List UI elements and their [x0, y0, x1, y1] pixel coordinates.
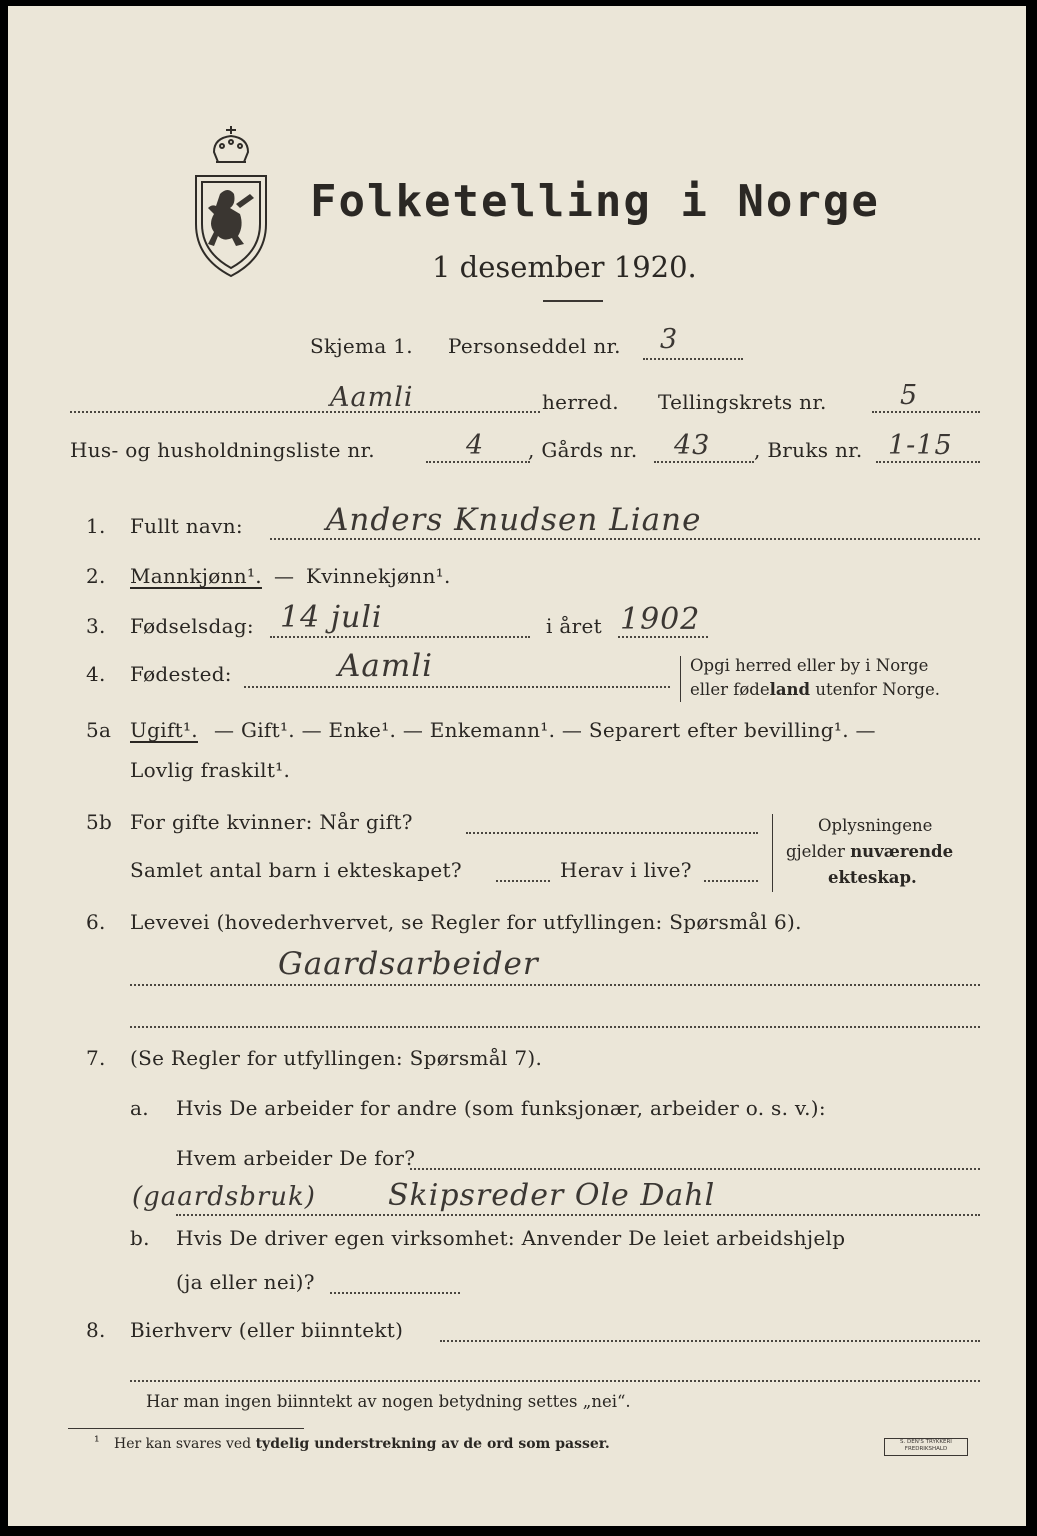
q5b-label2: Samlet antal barn i ekteskapet?	[130, 858, 462, 882]
bruks-value: 1-15	[888, 430, 953, 461]
q5b-label1: For gifte kvinner: Når gift?	[130, 810, 413, 834]
q4-note-line2: eller fødeland utenfor Norge.	[690, 680, 940, 699]
q5b-line1	[466, 832, 758, 834]
q2-num: 2.	[86, 564, 106, 588]
q7a-line1	[410, 1168, 980, 1170]
q4-num: 4.	[86, 662, 106, 686]
tellingskrets-line	[872, 411, 980, 413]
q5a-num: 5a	[86, 718, 112, 742]
q3-year-value: 1902	[620, 602, 701, 637]
title-divider	[543, 300, 603, 302]
q8-line2	[130, 1380, 980, 1382]
q1-label: Fullt navn:	[130, 514, 243, 538]
hus-line	[426, 461, 530, 463]
tellingskrets-value: 5	[900, 380, 919, 411]
q3-label: Fødselsdag:	[130, 614, 254, 638]
q7a-num: a.	[130, 1096, 149, 1120]
q3-num: 3.	[86, 614, 106, 638]
footer-note: Har man ingen biinntekt av nogen betydning settes „nei“.	[146, 1392, 631, 1411]
q7a-label: Hvis De arbeider for andre (som funksjonær, arbeider o. s. v.):	[176, 1096, 826, 1120]
footnote-rule	[68, 1428, 304, 1429]
q7-num: 7.	[86, 1046, 106, 1070]
footnote-marker: ¹	[94, 1434, 100, 1450]
gards-value: 43	[674, 430, 711, 461]
q7b-label: Hvis De driver egen virksomhet: Anvender De leiet arbeidshjelp	[176, 1226, 846, 1250]
q5a-ugift: Ugift¹.	[130, 718, 198, 742]
q8-label: Bierhverv (eller biinntekt)	[130, 1318, 404, 1342]
skjema-label: Skjema 1.	[310, 334, 413, 358]
q7b-label2: (ja eller nei)?	[176, 1270, 315, 1294]
herred-value: Aamli	[330, 382, 414, 413]
q5b-note2: gjelder nuværende	[786, 842, 954, 861]
q1-line	[270, 538, 980, 540]
form-title: Folketelling i Norge	[310, 176, 880, 227]
printer-stamp: S. DEN'S TRYKKERI FREDRIKSHALD	[884, 1438, 968, 1456]
q3-value: 14 juli	[280, 600, 383, 635]
coat-of-arms-icon	[190, 122, 272, 282]
q1-num: 1.	[86, 514, 106, 538]
q5b-label3: Herav i live?	[560, 858, 692, 882]
q8-line1	[440, 1340, 980, 1342]
q7a-value-prefix: (gaardsbruk)	[132, 1182, 316, 1212]
bruks-label: , Bruks nr.	[754, 438, 863, 462]
q6-label: Levevei (hovederhvervet, se Regler for utfyllingen: Spørsmål 6).	[130, 910, 802, 934]
q4-line	[244, 686, 670, 688]
q5b-line3	[704, 880, 758, 882]
q5b-note1: Oplysningene	[818, 816, 933, 835]
herred-label: herred.	[542, 390, 619, 414]
q3-year-label: i året	[546, 614, 602, 638]
q7b-num: b.	[130, 1226, 150, 1250]
q5b-num: 5b	[86, 810, 113, 834]
q7a-label2: Hvem arbeider De for?	[176, 1146, 416, 1170]
personseddel-value: 3	[660, 324, 679, 355]
q7b-line	[330, 1292, 460, 1294]
census-form	[8, 6, 1026, 1526]
gards-label: , Gårds nr.	[528, 438, 638, 462]
q6-line2	[130, 1026, 980, 1028]
q5b-note3: ekteskap.	[828, 868, 917, 887]
q6-line1	[130, 984, 980, 986]
q8-num: 8.	[86, 1318, 106, 1342]
q6-value: Gaardsarbeider	[278, 946, 539, 982]
q4-value: Aamli	[338, 648, 434, 684]
q2-female: Kvinnekjønn¹.	[306, 564, 451, 588]
gards-line	[654, 461, 754, 463]
q6-num: 6.	[86, 910, 106, 934]
personseddel-line	[643, 358, 743, 360]
q4-brace	[680, 656, 681, 702]
q3-line	[270, 636, 530, 638]
q7-label: (Se Regler for utfyllingen: Spørsmål 7).	[130, 1046, 543, 1070]
q4-label: Fødested:	[130, 662, 232, 686]
personseddel-label: Personseddel nr.	[448, 334, 621, 358]
q2-separator: —	[274, 564, 295, 588]
q2-male: Mannkjønn¹.	[130, 564, 262, 588]
herred-line	[70, 411, 540, 413]
q5b-line2	[496, 880, 550, 882]
hus-value: 4	[466, 430, 485, 461]
form-date: 1 desember 1920.	[432, 250, 697, 284]
bruks-line	[876, 461, 980, 463]
q7a-value: Skipsreder Ole Dahl	[388, 1178, 716, 1213]
q5a-options: — Gift¹. — Enke¹. — Enkemann¹. — Separert efter bevilling¹. —	[214, 718, 876, 742]
q5b-brace	[772, 814, 773, 892]
q1-value: Anders Knudsen Liane	[326, 502, 702, 538]
q4-note-line1: Opgi herred eller by i Norge	[690, 656, 929, 675]
q7a-line2	[176, 1214, 980, 1216]
hus-label: Hus- og husholdningsliste nr.	[70, 438, 375, 462]
footnote-text: Her kan svares ved tydelig understrekning av de ord som passer.	[114, 1436, 610, 1452]
q5a-line2: Lovlig fraskilt¹.	[130, 758, 291, 782]
tellingskrets-label: Tellingskrets nr.	[658, 390, 827, 414]
